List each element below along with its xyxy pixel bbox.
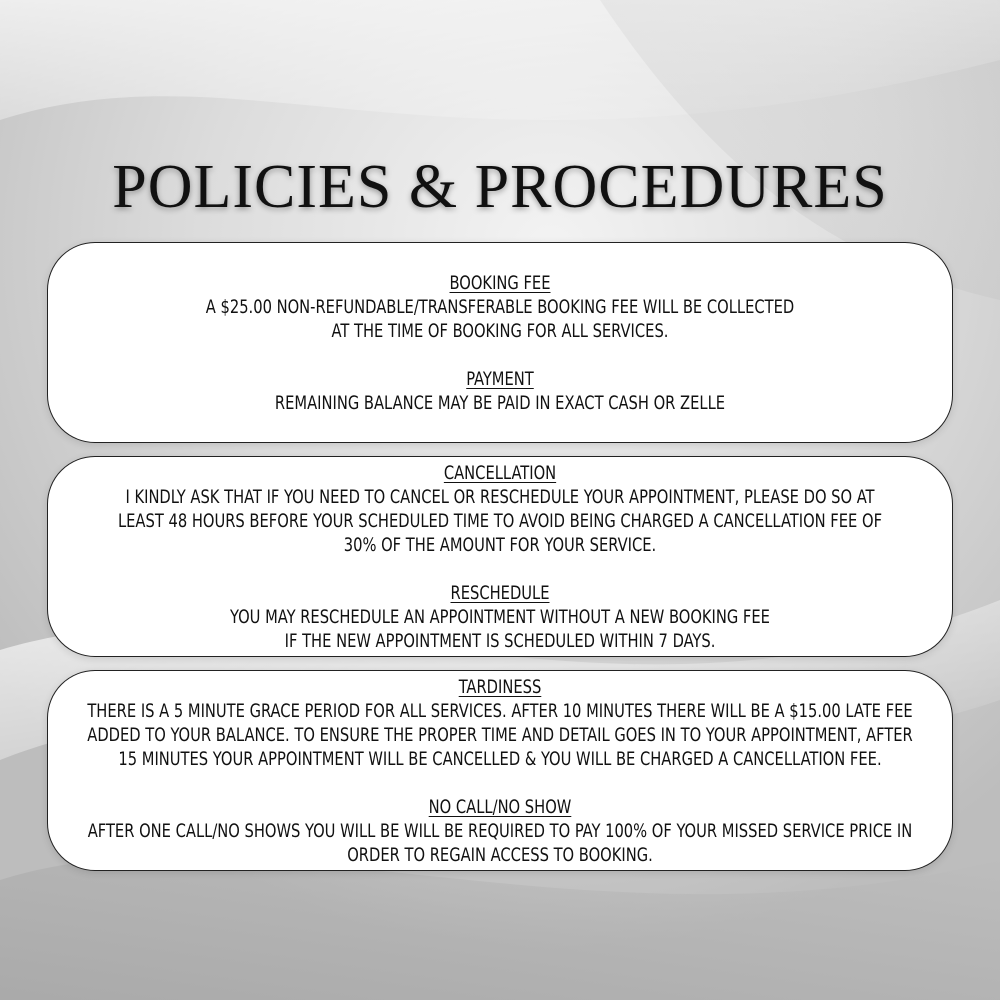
policy-card-booking bbox=[47, 242, 953, 443]
page-title: POLICIES & PROCEDURES bbox=[112, 153, 888, 221]
policy-card-cancellation bbox=[47, 456, 953, 657]
section-heading: BOOKING FEE bbox=[449, 271, 551, 294]
section-body: I KINDLY ASK THAT IF YOU NEED TO CANCEL OR RESCHEDULE YOUR APPOINTMENT, PLEASE DO SO AT LEAST 48 HOURS BEFORE YOUR SCHEDULED TIME TO AVOID BEING CHARGED A CANCELLATION FEE OF 30% OF THE AMOUNT FOR YOUR SERVICE. bbox=[117, 485, 883, 556]
section-heading: PAYMENT bbox=[466, 367, 534, 390]
section-heading: TARDINESS bbox=[458, 675, 542, 698]
section-body: AFTER ONE CALL/NO SHOWS YOU WILL BE WILL BE REQUIRED TO PAY 100% OF YOUR MISSED SERVICE PRICE IN ORDER TO REGAIN ACCESS TO BOOKING. bbox=[87, 819, 913, 866]
section-heading: NO CALL/NO SHOW bbox=[428, 795, 572, 818]
section-heading: RESCHEDULE bbox=[450, 581, 550, 604]
section-booking-fee bbox=[48, 271, 952, 343]
section-no-call-no-show bbox=[48, 795, 952, 867]
section-body: A $25.00 NON-REFUNDABLE/TRANSFERABLE BOOKING FEE WILL BE COLLECTED AT THE TIME OF BOOKING FOR ALL SERVICES. bbox=[205, 295, 795, 342]
section-cancellation bbox=[48, 461, 952, 557]
section-body: THERE IS A 5 MINUTE GRACE PERIOD FOR ALL SERVICES. AFTER 10 MINUTES THERE WILL BE A $15.00 LATE FEE ADDED TO YOUR BALANCE. TO ENSURE THE PROPER TIME AND DETAIL GOES IN TO YOUR APPOINTMENT, AFTER 15 MINUTES YOUR APPOINTMENT WILL BE CANCELLED & YOU WILL BE CHARGED A CANCELLATION FEE. bbox=[87, 699, 913, 770]
section-body: REMAINING BALANCE MAY BE PAID IN EXACT CASH OR ZELLE bbox=[274, 391, 726, 414]
section-tardiness bbox=[48, 675, 952, 771]
section-heading: CANCELLATION bbox=[443, 461, 557, 484]
section-payment bbox=[48, 367, 952, 415]
section-reschedule bbox=[48, 581, 952, 653]
policy-card-tardiness bbox=[47, 670, 953, 871]
section-body: YOU MAY RESCHEDULE AN APPOINTMENT WITHOUT A NEW BOOKING FEE IF THE NEW APPOINTMENT IS SCHEDULED WITHIN 7 DAYS. bbox=[230, 605, 770, 652]
